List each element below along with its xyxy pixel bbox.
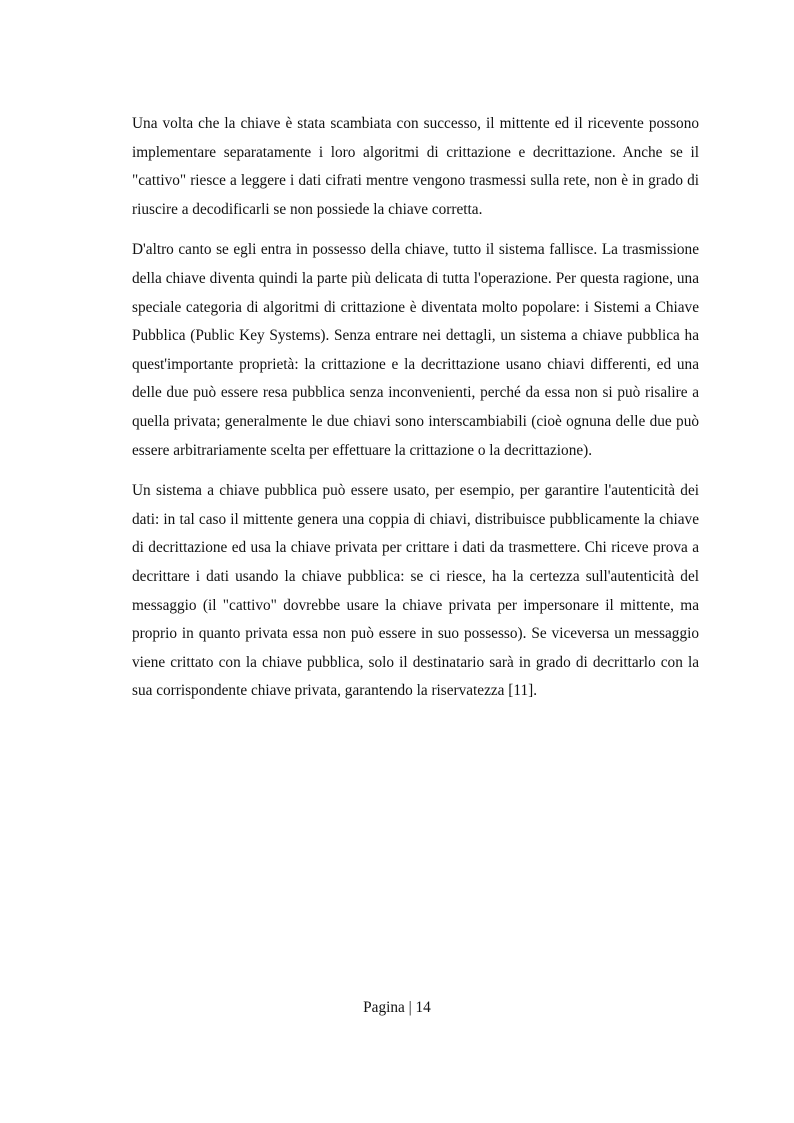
- page-number: Pagina | 14: [363, 999, 431, 1016]
- paragraph-public-key-systems: D'altro canto se egli entra in possesso della chiave, tutto il sistema fallisce. La trasmissione della chiave diventa quindi la parte più delicata di tutta l'operazione. Per questa ragione, una speciale categoria di algoritmi di crittazione è diventata molto popolare: i Sistemi a Chiave Pubblica (Public Key Systems). Senza entrare nei dettagli, un sistema a chiave pubblica ha quest'importante proprietà: la crittazione e la decrittazione usano chiavi differenti, ed una delle due può essere resa pubblica senza inconvenienti, perché da essa non si può risalire a quella privata; generalmente le due chiavi sono interscambiabili (cioè ognuna delle due può essere arbitrariamente scelta per effettuare la crittazione o la decrittazione).: [132, 241, 699, 459]
- paragraph-key-exchange: Una volta che la chiave è stata scambiata con successo, il mittente ed il ricevente possono implementare separatamente i loro algoritmi di crittazione e decrittazione. Anche se il "cattivo" riesce a leggere i dati cifrati mentre vengono trasmessi sulla rete, non è in grado di riuscire a decodificarli se non possiede la chiave corretta.: [132, 115, 699, 218]
- paragraph-authenticity: Un sistema a chiave pubblica può essere usato, per esempio, per garantire l'autenticità dei dati: in tal caso il mittente genera una coppia di chiavi, distribuisce pubblicamente la chiave di decrittazione ed usa la chiave privata per crittare i dati da trasmettere. Chi riceve prova a decrittare i dati usando la chiave pubblica: se ci riesce, ha la certezza sull'autenticità del messaggio (il "cattivo" dovrebbe usare la chiave privata per impersonare il mittente, ma proprio in quanto privata essa non può essere in suo possesso). Se viceversa un messaggio viene crittato con la chiave pubblica, solo il destinatario sarà in grado di decrittarlo con la sua corrispondente chiave privata, garantendo la riservatezza [11].: [132, 482, 699, 700]
- body-text: [132, 110, 699, 718]
